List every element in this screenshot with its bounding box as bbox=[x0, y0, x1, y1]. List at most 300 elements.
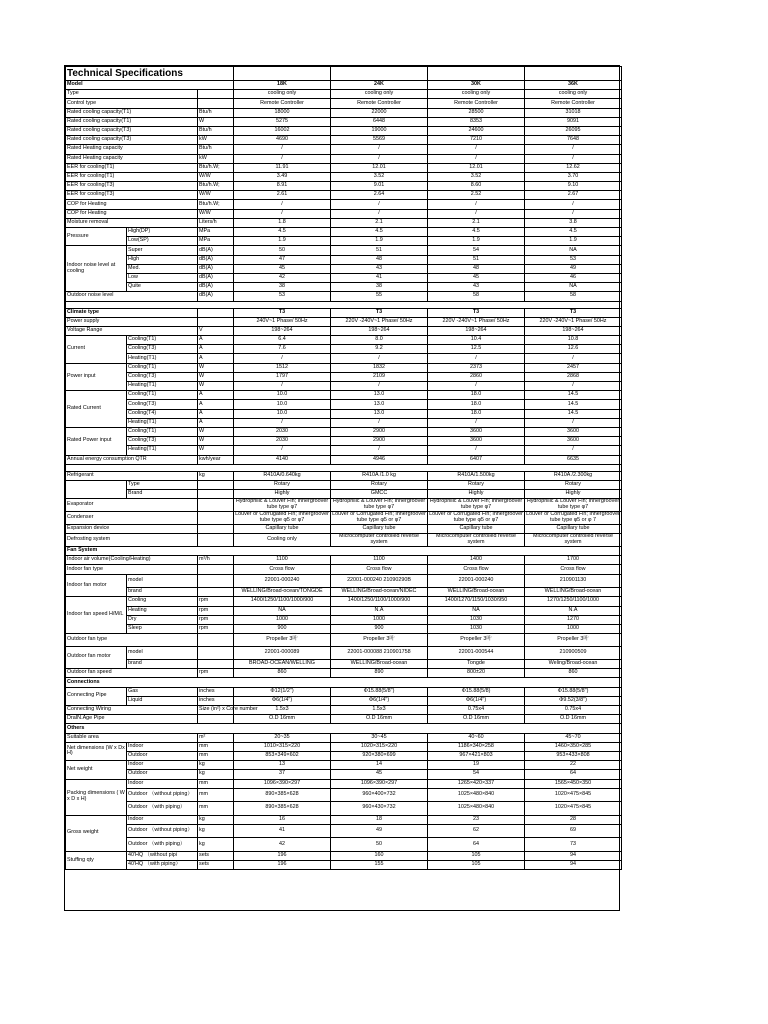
sub-label: Outdoor （with piping） bbox=[127, 802, 198, 816]
param-label: Evaporator bbox=[66, 499, 198, 512]
value-cell: / bbox=[428, 154, 525, 163]
spec-table bbox=[65, 66, 622, 870]
value-cell: 860 bbox=[234, 669, 331, 678]
value-cell: 20~35 bbox=[234, 733, 331, 742]
value-cell: WELLING/Broad-ocean bbox=[428, 588, 525, 597]
value-cell: 960×430×732 bbox=[331, 802, 428, 816]
param-label: EER for cooling(T1) bbox=[66, 163, 198, 172]
value-cell: 3600 bbox=[525, 427, 622, 436]
value-cell: 26095 bbox=[525, 126, 622, 135]
spec-row bbox=[66, 634, 622, 647]
value-cell: Microcomputer controlled reverse system bbox=[525, 534, 622, 547]
value-cell: 2868 bbox=[525, 372, 622, 381]
unit-cell: sets bbox=[198, 861, 234, 870]
value-cell: 48 bbox=[331, 255, 428, 264]
value-cell: 196 bbox=[234, 861, 331, 870]
unit-cell bbox=[198, 490, 234, 499]
value-cell: 4.5 bbox=[525, 228, 622, 237]
unit-cell bbox=[198, 308, 234, 317]
sub-label: Outdoor （with piping） bbox=[127, 838, 198, 852]
value-cell: 1.9 bbox=[234, 237, 331, 246]
value-cell: / bbox=[525, 154, 622, 163]
value-cell: 43 bbox=[428, 283, 525, 292]
section-title: Fan System bbox=[66, 547, 622, 556]
param-label: Rated cooling capacity(T3) bbox=[66, 126, 198, 135]
group-label: Indoor fan motor bbox=[66, 574, 127, 597]
unit-cell bbox=[198, 499, 234, 512]
model-name: 30K bbox=[428, 81, 525, 90]
value-cell: 1400 bbox=[428, 556, 525, 565]
spec-subrow bbox=[66, 255, 622, 264]
value-cell: R410A /2.300kg bbox=[525, 471, 622, 480]
value-cell: 28 bbox=[525, 815, 622, 824]
value-cell: / bbox=[525, 382, 622, 391]
value-cell: Rotary bbox=[331, 480, 428, 489]
value-cell: 4140 bbox=[234, 455, 331, 464]
param-label: Type bbox=[66, 90, 198, 99]
value-cell: 6.4 bbox=[234, 336, 331, 345]
sheet-title: Technical Specifications bbox=[66, 67, 234, 81]
unit-cell bbox=[198, 99, 234, 108]
value-cell: 2.64 bbox=[331, 191, 428, 200]
model-name: 18K bbox=[234, 81, 331, 90]
unit-cell bbox=[198, 317, 234, 326]
param-label: Rated Heating capacity bbox=[66, 154, 198, 163]
param-label: Indoor air volume(Cooling/Heating) bbox=[66, 556, 198, 565]
value-cell: / bbox=[331, 154, 428, 163]
value-cell: 4.5 bbox=[331, 228, 428, 237]
value-cell: Capillary tube bbox=[331, 525, 428, 534]
value-cell: 28500 bbox=[428, 108, 525, 117]
sub-label: model bbox=[127, 646, 198, 660]
value-cell: 12.5 bbox=[428, 345, 525, 354]
value-cell: 7210 bbox=[428, 136, 525, 145]
value-cell: / bbox=[525, 145, 622, 154]
spec-row bbox=[66, 154, 622, 163]
value-cell: 46 bbox=[525, 273, 622, 282]
spec-subrow bbox=[66, 372, 622, 381]
spec-subrow bbox=[66, 354, 622, 363]
value-cell: WELLING/Broad-ocean/TONGDE bbox=[234, 588, 331, 597]
sub-label: High(DP) bbox=[127, 228, 198, 237]
value-cell: 62 bbox=[428, 824, 525, 838]
unit-cell: A bbox=[198, 345, 234, 354]
spacer-row bbox=[66, 464, 622, 471]
value-cell: 1400/1250/1100/1000/900 bbox=[234, 597, 331, 606]
param-label: Power supply bbox=[66, 317, 198, 326]
unit-cell: inches bbox=[198, 696, 234, 705]
value-cell: Cross flow bbox=[428, 565, 525, 574]
unit-cell: Btu/h bbox=[198, 145, 234, 154]
spec-row bbox=[66, 191, 622, 200]
value-cell: 45 bbox=[428, 273, 525, 282]
value-cell: 960×400×732 bbox=[331, 788, 428, 802]
unit-cell bbox=[198, 534, 234, 547]
value-cell: 53 bbox=[234, 292, 331, 301]
spec-subrow bbox=[66, 660, 622, 669]
section-header-row bbox=[66, 724, 622, 733]
value-cell: 210900509 bbox=[525, 646, 622, 660]
value-cell: Φ6(1/4") bbox=[234, 696, 331, 705]
value-cell: 58 bbox=[428, 292, 525, 301]
spec-subrow bbox=[66, 283, 622, 292]
value-cell: Propeller 3叶 bbox=[428, 634, 525, 647]
value-cell: 4.5 bbox=[428, 228, 525, 237]
value-cell: Microcomputer controlled reverse system bbox=[428, 534, 525, 547]
value-cell: 9.2 bbox=[331, 345, 428, 354]
sub-label: Low bbox=[127, 273, 198, 282]
value-cell: 49 bbox=[525, 264, 622, 273]
param-label: Outdoor noise level bbox=[66, 292, 198, 301]
value-cell: Microcomputer controlled reverse system bbox=[331, 534, 428, 547]
value-cell: 2860 bbox=[428, 372, 525, 381]
spec-subrow bbox=[66, 696, 622, 705]
value-cell: 1.9 bbox=[331, 237, 428, 246]
spec-row bbox=[66, 706, 622, 715]
param-label: Rated Heating capacity bbox=[66, 145, 198, 154]
unit-cell: dB(A) bbox=[198, 292, 234, 301]
value-cell: 10.0 bbox=[234, 409, 331, 418]
spec-row bbox=[66, 172, 622, 181]
value-cell: / bbox=[234, 145, 331, 154]
sub-label: Heating bbox=[127, 606, 198, 615]
value-cell: 2.1 bbox=[331, 218, 428, 227]
sub-label: Heating(T1) bbox=[127, 354, 198, 363]
sub-label: Type bbox=[127, 480, 198, 489]
param-label: Rated cooling capacity(T3) bbox=[66, 136, 198, 145]
value-cell: / bbox=[428, 354, 525, 363]
value-cell: 2900 bbox=[331, 437, 428, 446]
value-cell: 5569 bbox=[331, 136, 428, 145]
value-cell: 2030 bbox=[234, 427, 331, 436]
value-cell: WELLING/Broad-ocean/NIDEC bbox=[331, 588, 428, 597]
value-cell: 6635 bbox=[525, 455, 622, 464]
value-cell: / bbox=[234, 354, 331, 363]
sub-label: Outdoor （without piping） bbox=[127, 824, 198, 838]
title-row bbox=[66, 67, 622, 81]
spec-subrow bbox=[66, 264, 622, 273]
value-cell: 5275 bbox=[234, 117, 331, 126]
value-cell: 2030 bbox=[234, 437, 331, 446]
value-cell: / bbox=[331, 200, 428, 209]
value-cell: Φ15.88(5/8) bbox=[428, 687, 525, 696]
value-cell: 105 bbox=[428, 851, 525, 860]
spec-row bbox=[66, 99, 622, 108]
value-cell: 6407 bbox=[428, 455, 525, 464]
spec-subrow bbox=[66, 770, 622, 779]
param-label: COP for Heating bbox=[66, 209, 198, 218]
spec-subrow bbox=[66, 363, 622, 372]
value-cell: / bbox=[525, 354, 622, 363]
spec-subrow bbox=[66, 802, 622, 816]
value-cell: 18.0 bbox=[428, 400, 525, 409]
value-cell: Rotary bbox=[234, 480, 331, 489]
value-cell: 1512 bbox=[234, 363, 331, 372]
value-cell: 1565×450×350 bbox=[525, 779, 622, 788]
value-cell: T3 bbox=[331, 308, 428, 317]
unit-cell: W bbox=[198, 437, 234, 446]
value-cell: R410A/0.640kg bbox=[234, 471, 331, 480]
empty-cell bbox=[428, 67, 525, 81]
value-cell: NA bbox=[428, 606, 525, 615]
value-cell: / bbox=[428, 446, 525, 455]
value-cell: 54 bbox=[428, 770, 525, 779]
value-cell: 7648 bbox=[525, 136, 622, 145]
value-cell: 240V~1 Phase/ 50Hz bbox=[234, 317, 331, 326]
value-cell: BROAD-OCEAN/WELLING bbox=[234, 660, 331, 669]
unit-cell: MPa bbox=[198, 237, 234, 246]
unit-cell: W bbox=[198, 363, 234, 372]
value-cell: 18.0 bbox=[428, 409, 525, 418]
value-cell: 1.9 bbox=[525, 237, 622, 246]
sub-label: Quite bbox=[127, 283, 198, 292]
spec-subrow bbox=[66, 427, 622, 436]
unit-cell bbox=[198, 646, 234, 660]
value-cell: 3600 bbox=[428, 437, 525, 446]
spec-row bbox=[66, 326, 622, 335]
spec-subrow bbox=[66, 751, 622, 760]
unit-cell: kW bbox=[198, 154, 234, 163]
sub-label: Cooling(T1) bbox=[127, 391, 198, 400]
value-cell: 13.0 bbox=[331, 409, 428, 418]
spec-subrow bbox=[66, 409, 622, 418]
value-cell: Cross flow bbox=[525, 565, 622, 574]
sub-label: Cooling(T3) bbox=[127, 372, 198, 381]
spec-subrow bbox=[66, 687, 622, 696]
spec-row bbox=[66, 471, 622, 480]
value-cell: Highly bbox=[234, 490, 331, 499]
value-cell: 900 bbox=[234, 624, 331, 633]
sub-label: Heating(T1) bbox=[127, 418, 198, 427]
value-cell: / bbox=[428, 418, 525, 427]
unit-cell: V bbox=[198, 326, 234, 335]
value-cell: / bbox=[234, 209, 331, 218]
value-cell: cooling only bbox=[428, 90, 525, 99]
unit-cell bbox=[198, 660, 234, 669]
spec-row bbox=[66, 556, 622, 565]
value-cell: 1020×475×845 bbox=[525, 788, 622, 802]
spec-row bbox=[66, 669, 622, 678]
value-cell: 24600 bbox=[428, 126, 525, 135]
spec-subrow bbox=[66, 742, 622, 751]
group-label: Stuffing qty bbox=[66, 851, 127, 869]
value-cell: O.D 16mm bbox=[428, 715, 525, 724]
sub-label: Gas bbox=[127, 687, 198, 696]
value-cell: 50 bbox=[234, 246, 331, 255]
spec-subrow bbox=[66, 228, 622, 237]
unit-cell: rpm bbox=[198, 606, 234, 615]
empty-cell bbox=[525, 67, 622, 81]
sub-label: Cooling(T1) bbox=[127, 427, 198, 436]
unit-cell: Size (in²) x Core number bbox=[198, 706, 234, 715]
value-cell: 220V -240V~1 Phase/ 50Hz bbox=[331, 317, 428, 326]
value-cell: 14.5 bbox=[525, 400, 622, 409]
value-cell: 1030 bbox=[428, 624, 525, 633]
empty-cell bbox=[234, 67, 331, 81]
unit-cell bbox=[198, 512, 234, 525]
unit-cell: kwh/year bbox=[198, 455, 234, 464]
value-cell: 8.91 bbox=[234, 182, 331, 191]
value-cell: 1400/1270/1150/1030/950 bbox=[428, 597, 525, 606]
spec-subrow bbox=[66, 382, 622, 391]
value-cell: / bbox=[234, 446, 331, 455]
spec-subrow bbox=[66, 588, 622, 597]
value-cell: 155 bbox=[331, 861, 428, 870]
value-cell: 14.5 bbox=[525, 391, 622, 400]
value-cell: 890×385×628 bbox=[234, 802, 331, 816]
value-cell: 105 bbox=[428, 861, 525, 870]
value-cell: / bbox=[234, 382, 331, 391]
unit-cell: rpm bbox=[198, 615, 234, 624]
group-label: Gross weight bbox=[66, 815, 127, 851]
spec-row bbox=[66, 117, 622, 126]
value-cell: 94 bbox=[525, 861, 622, 870]
value-cell: 42 bbox=[234, 273, 331, 282]
value-cell: 11.91 bbox=[234, 163, 331, 172]
value-cell: Capillary tube bbox=[525, 525, 622, 534]
unit-cell: dB(A) bbox=[198, 255, 234, 264]
value-cell: 42 bbox=[234, 838, 331, 852]
spec-subrow bbox=[66, 624, 622, 633]
group-label: Packing dimensions ( W x D x H) bbox=[66, 779, 127, 815]
unit-cell: mm bbox=[198, 742, 234, 751]
value-cell: Weling/Broad-ocean bbox=[525, 660, 622, 669]
value-cell: 8.0 bbox=[331, 336, 428, 345]
sub-label: Outdoor bbox=[127, 770, 198, 779]
value-cell: Cooling only bbox=[234, 534, 331, 547]
sub-label: Outdoor bbox=[127, 751, 198, 760]
unit-cell: dB(A) bbox=[198, 264, 234, 273]
group-label: Indoor fan speed H/M/L bbox=[66, 597, 127, 634]
value-cell: 1000 bbox=[234, 615, 331, 624]
value-cell: / bbox=[234, 418, 331, 427]
param-label: DraIN.Age Pipe bbox=[66, 715, 198, 724]
spec-subrow bbox=[66, 345, 622, 354]
sub-label: 40'HQ （with piping） bbox=[127, 861, 198, 870]
value-cell: 9.10 bbox=[525, 182, 622, 191]
value-cell: 45 bbox=[234, 264, 331, 273]
spec-row bbox=[66, 182, 622, 191]
value-cell: / bbox=[428, 145, 525, 154]
sub-label: Heating(T1) bbox=[127, 382, 198, 391]
value-cell: 1460×350×285 bbox=[525, 742, 622, 751]
value-cell: 22001-000088 210901758 bbox=[331, 646, 428, 660]
value-cell: Cross flow bbox=[331, 565, 428, 574]
spec-subrow bbox=[66, 646, 622, 660]
value-cell: 49 bbox=[331, 824, 428, 838]
param-label: Indoor fan type bbox=[66, 565, 198, 574]
param-label: Outdoor fan type bbox=[66, 634, 198, 647]
spec-subrow bbox=[66, 446, 622, 455]
value-cell: Hydrophilic & Louver Fin; Innergroover tube type φ7 bbox=[331, 499, 428, 512]
unit-cell bbox=[198, 588, 234, 597]
unit-cell: Btu/h.W; bbox=[198, 182, 234, 191]
value-cell: 58 bbox=[525, 292, 622, 301]
value-cell: 2457 bbox=[525, 363, 622, 372]
spec-row bbox=[66, 512, 622, 525]
value-cell: Remote Controller bbox=[234, 99, 331, 108]
value-cell: 3.52 bbox=[331, 172, 428, 181]
value-cell: 13.0 bbox=[331, 400, 428, 409]
param-label: COP for Heating bbox=[66, 200, 198, 209]
value-cell: 45 bbox=[331, 770, 428, 779]
unit-cell: rpm bbox=[198, 669, 234, 678]
value-cell: R410A /1.0 kg bbox=[331, 471, 428, 480]
value-cell: 220V -240V~1 Phase/ 50Hz bbox=[428, 317, 525, 326]
value-cell: cooling only bbox=[525, 90, 622, 99]
value-cell: / bbox=[428, 382, 525, 391]
unit-cell: Liters/h bbox=[198, 218, 234, 227]
value-cell: 9.01 bbox=[331, 182, 428, 191]
unit-cell: W bbox=[198, 446, 234, 455]
group-label: Outdoor fan motor bbox=[66, 646, 127, 669]
value-cell: 1270/1250/1100/1000 bbox=[525, 597, 622, 606]
value-cell: 1100 bbox=[331, 556, 428, 565]
unit-cell: rpm bbox=[198, 597, 234, 606]
value-cell: / bbox=[428, 200, 525, 209]
group-label: Connecting Pipe bbox=[66, 687, 127, 705]
group-label bbox=[66, 480, 127, 498]
param-label: EER for cooling(T3) bbox=[66, 182, 198, 191]
unit-cell: inches bbox=[198, 687, 234, 696]
value-cell: 51 bbox=[331, 246, 428, 255]
value-cell: NA bbox=[525, 246, 622, 255]
sub-label: 40'HQ （without pipi bbox=[127, 851, 198, 860]
unit-cell: A bbox=[198, 391, 234, 400]
value-cell: / bbox=[331, 209, 428, 218]
spec-subrow bbox=[66, 273, 622, 282]
spec-row bbox=[66, 218, 622, 227]
sub-label: Cooling(T3) bbox=[127, 400, 198, 409]
group-label: Power input bbox=[66, 363, 127, 391]
value-cell: 55 bbox=[331, 292, 428, 301]
param-label: Outdoor fan speed bbox=[66, 669, 198, 678]
value-cell: 12.01 bbox=[331, 163, 428, 172]
unit-cell: mm bbox=[198, 802, 234, 816]
value-cell: 2.52 bbox=[428, 191, 525, 200]
value-cell: Φ12(1/2") bbox=[234, 687, 331, 696]
value-cell: Hydrophilic & Louver Fin; Innergroover tube type φ7 bbox=[428, 499, 525, 512]
spec-row bbox=[66, 108, 622, 117]
spec-subrow bbox=[66, 480, 622, 489]
value-cell: Highly bbox=[525, 490, 622, 499]
value-cell: 4690 bbox=[234, 136, 331, 145]
value-cell: 1700 bbox=[525, 556, 622, 565]
model-name: 24K bbox=[331, 81, 428, 90]
value-cell: Remote Controller bbox=[428, 99, 525, 108]
value-cell: 18 bbox=[331, 815, 428, 824]
value-cell: Louver or Corrugated Fin; Innergroover tube type φ5 or φ 7 bbox=[526, 511, 620, 524]
value-cell: 4946 bbox=[331, 455, 428, 464]
unit-cell: W bbox=[198, 117, 234, 126]
spec-subrow bbox=[66, 838, 622, 852]
value-cell: / bbox=[525, 209, 622, 218]
param-label: Defrosting system bbox=[66, 534, 198, 547]
param-label: Climate type bbox=[66, 308, 198, 317]
value-cell: 860 bbox=[525, 669, 622, 678]
sub-label: Brand bbox=[127, 490, 198, 499]
value-cell: 12.6 bbox=[525, 345, 622, 354]
value-cell: 160 bbox=[331, 851, 428, 860]
param-label: Refrigerant bbox=[66, 471, 198, 480]
value-cell: 12.62 bbox=[525, 163, 622, 172]
value-cell: 1.5x3 bbox=[234, 706, 331, 715]
value-cell: 38 bbox=[331, 283, 428, 292]
value-cell: 22001-000240 21090290B bbox=[331, 574, 428, 588]
value-cell: 18000 bbox=[234, 108, 331, 117]
spec-row bbox=[66, 317, 622, 326]
value-cell: / bbox=[525, 418, 622, 427]
